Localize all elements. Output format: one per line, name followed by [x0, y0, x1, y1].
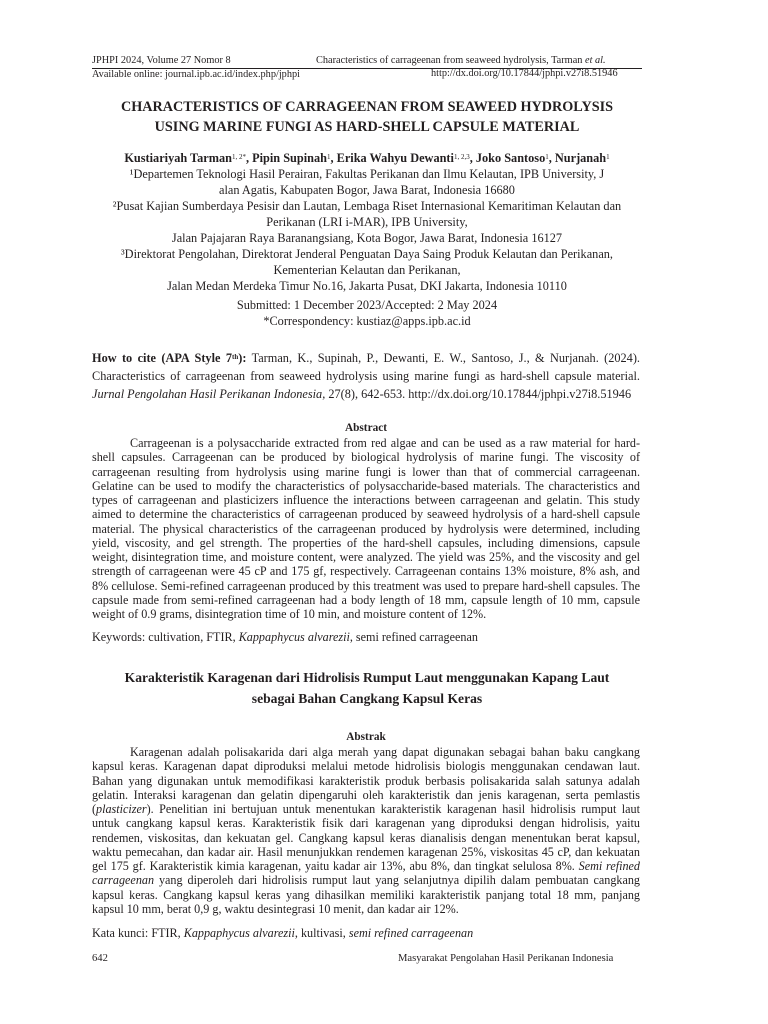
- author-sup: 1: [326, 153, 331, 161]
- keywords-text: Keywords: cultivation, FTIR,: [92, 630, 239, 644]
- submission-dates: Submitted: 1 December 2023/Accepted: 2 May 2024: [236, 298, 498, 312]
- affiliation-line: ³Direktorat Pengolahan, Direktorat Jenderal Penguatan Daya Saing Produk Kelautan dan Perikanan,: [121, 247, 613, 261]
- title-line-1: CHARACTERISTICS OF CARRAGEENAN FROM SEAWEED HYDROLYSIS: [120, 99, 614, 115]
- affiliation-line: Perikanan (LRI i-MAR), IPB University,: [266, 215, 468, 229]
- affiliation-line: Kementerian Kelautan dan Perikanan,: [273, 263, 461, 277]
- paper-title: [92, 97, 642, 137]
- running-title-text: Characteristics of carrageenan from seaweed hydrolysis, Tarman: [316, 55, 585, 66]
- affiliation-line: alan Agatis, Kabupaten Bogor, Jawa Barat, Indonesia 16680: [219, 183, 515, 197]
- title-line-2: USING MARINE FUNGI AS HARD-SHELL CAPSULE MATERIAL: [154, 119, 580, 135]
- cite-label: [92, 351, 246, 365]
- how-to-cite: [92, 349, 640, 403]
- author-sup: 1, 2,3: [453, 153, 470, 161]
- kata-kunci-species: Kappaphycus alvarezii: [183, 926, 295, 940]
- affiliation-line: ²Pusat Kajian Sumberdaya Pesisir dan Lautan, Lembaga Riset Internasional Kemaritiman Kelautan dan: [112, 199, 622, 213]
- doi-link[interactable]: http://dx.doi.org/10.17844/jphpi.v27i8.51946: [431, 68, 618, 79]
- correspondency: *Correspondency: kustiaz@apps.ipb.ac.id: [263, 314, 471, 328]
- keywords-end: , semi refined carrageenan: [349, 630, 478, 644]
- running-title: [316, 55, 606, 67]
- abstrak-text-1: Karagenan adalah polisakarida dari alga merah yang dapat digunakan sebagai bahan baku cangkang kapsul keras. Karagenan dapat diproduksi melalui metode hidrolisis biologis menggunakan cendawan laut. Bahan yang digunakan untuk memodifikasi karakteristik produk berbasis polisakarida salah satunya adalah gelatin. Interaksi karagenan dan gelatin dipengaruhi oleh karakteristik dan jenis karagenan, serta pemlastis (: [92, 745, 640, 816]
- kata-kunci-text: Kata kunci: FTIR,: [92, 926, 184, 940]
- running-title-etal: et al.: [585, 55, 606, 66]
- author-sep: ,: [245, 151, 253, 165]
- author-sup: 1: [606, 153, 610, 161]
- author-sup: 1: [545, 153, 549, 161]
- cite-rest: 27(8), 642-653. http://dx.doi.org/10.17844/jphpi.v27i8.51946: [325, 387, 632, 401]
- author-name: Nurjanah: [554, 151, 607, 165]
- cite-journal: Jurnal Pengolahan Hasil Perikanan Indonesia,: [92, 387, 326, 401]
- footer-journal: Masyarakat Pengolahan Hasil Perikanan Indonesia: [398, 953, 614, 964]
- page-number: 642: [92, 953, 108, 964]
- abstrak-src: Semi refined carrageenan: [92, 859, 640, 888]
- cite-label-end: ):: [238, 351, 247, 365]
- journal-issue: JPHPI 2024, Volume 27 Nomor 8: [92, 55, 231, 66]
- abstrak-plasticizer: plasticizer: [96, 802, 147, 816]
- indonesian-title-line-1: Karakteristik Karagenan dari Hidrolisis Rumput Laut menggunakan Kapang Laut: [124, 670, 610, 685]
- author-name: Erika Wahyu Dewanti: [336, 151, 454, 165]
- abstract-text: Carrageenan is a polysaccharide extracted from red algae and can be used as a raw material for hard-shell capsules. Carrageenan can be produced by biological hydrolysis of marine fungi. The viscosity of carrageenan resulting from hydrolysis using marine fungi is lower than that of commercial carrageenan. Gelatine can be used to modify the characteristics of polysaccharide-based materials. The characteristics and types of carrageenan and plasticizers influence the interactions between carrageenan and gelatin. This study aimed to determine the characteristics of carrageenan produced by seaweed hydrolysis of a hard-shell capsule material. The physical characteristics of the carrageenan produced by hydrolysis were determined, including yield, viscosity, and gel strength. The properties of the hard-shell capsules, including dimensions, capsule weight, disintegration time, and moisture content, were analyzed. The yield was 25%, and the viscosity and gel strength of carrageenan were 45 cP and 175 gf, respectively. Carrageenan contains 13% moisture, 8% ash, and 8% cellulose. Semi-refined carrageenan produced by this treatment was used to prepare hard-shell capsules. The capsule made from semi-refined carrageenan had a body length of 18 mm, capsule length of 10 mm, capsule weight of 0.9 grams, disintegration time of 10 min, and moisture content of 12%.: [92, 436, 640, 621]
- kata-kunci-src: semi refined carrageenan: [348, 926, 474, 940]
- affiliation-line: Jalan Pajajaran Raya Baranangsiang, Kota Bogor, Jawa Barat, Indonesia 16127: [171, 231, 563, 245]
- indonesian-title-line-2: sebagai Bahan Cangkang Kapsul Keras: [251, 691, 483, 706]
- kata-kunci: [92, 926, 640, 940]
- abstract-heading: Abstract: [344, 422, 388, 434]
- abstrak-body: [92, 745, 640, 916]
- abstrak-text-3: yang diperoleh dari hidrolisis rumput laut yang selanjutnya dipilih dalam pembuatan cangkang kapsul keras. Cangkang kapsul keras yang dihasilkan memiliki karakteristik panjang total 18 mm, panjang kapsul 10 mm, berat 0,9 g, waktu desintegrasi 10 menit, dan kadar air 12%.: [92, 873, 640, 916]
- author-sep: ,: [548, 151, 555, 165]
- author-sep: ,: [469, 151, 476, 165]
- kata-kunci-mid: , kultivasi,: [294, 926, 349, 940]
- author-sep: ,: [330, 151, 337, 165]
- author-name: Joko Santoso: [475, 151, 546, 165]
- author-sup: 1, 2*: [231, 153, 246, 161]
- abstrak-text-2: ). Penelitian ini bertujuan untuk menentukan karakteristik karagenan hasil hidrolisis rumput laut untuk cangkang kapsul keras. Karakteristik fisik dari karagenan yang diproduksi dengan hidrolisis, yaitu rendemen, viskositas, dan kekuatan gel. Cangkang kapsul keras dianalisis dengan menentukan berat kapsul, waktu pemecahan, dan kadar air. Hasil menunjukkan rendemen karagenan 25%, viskositas 45 cP, dan kekuatan gel 175 gf. Karakteristik kimia karagenan, yaitu kadar air 13%, abu 8%, dan tingkat selulosa 8%.: [92, 802, 640, 873]
- author-name: Pipin Supinah: [252, 151, 327, 165]
- author-name: Kustiariyah Tarman: [124, 151, 232, 165]
- available-online: Available online: journal.ipb.ac.id/index.php/jphpi: [92, 69, 300, 80]
- indonesian-title: [92, 667, 642, 709]
- affiliation-line: Jalan Medan Merdeka Timur No.16, Jakarta Pusat, DKI Jakarta, Indonesia 10110: [167, 279, 567, 293]
- abstrak-heading: Abstrak: [346, 731, 386, 743]
- keywords-species: Kappaphycus alvarezii: [238, 630, 350, 644]
- cite-authors: Tarman, K., Supinah, P., Dewanti, E. W., Santoso, J., & Nurjanah. (2024). Characteristics of carrageenan from seaweed hydrolysis using marine fungi as hard-shell capsule material.: [92, 351, 640, 383]
- author-block: [92, 150, 642, 294]
- abstract-body: [92, 436, 640, 621]
- cite-label-text: How to cite (APA Style 7: [92, 351, 232, 365]
- affiliation-line: ¹Departemen Teknologi Hasil Perairan, Fakultas Perikanan dan Ilmu Kelautan, IPB University, J: [129, 167, 605, 181]
- cite-label-sup: th: [231, 353, 239, 361]
- keywords: [92, 630, 640, 644]
- author-list: [92, 150, 642, 166]
